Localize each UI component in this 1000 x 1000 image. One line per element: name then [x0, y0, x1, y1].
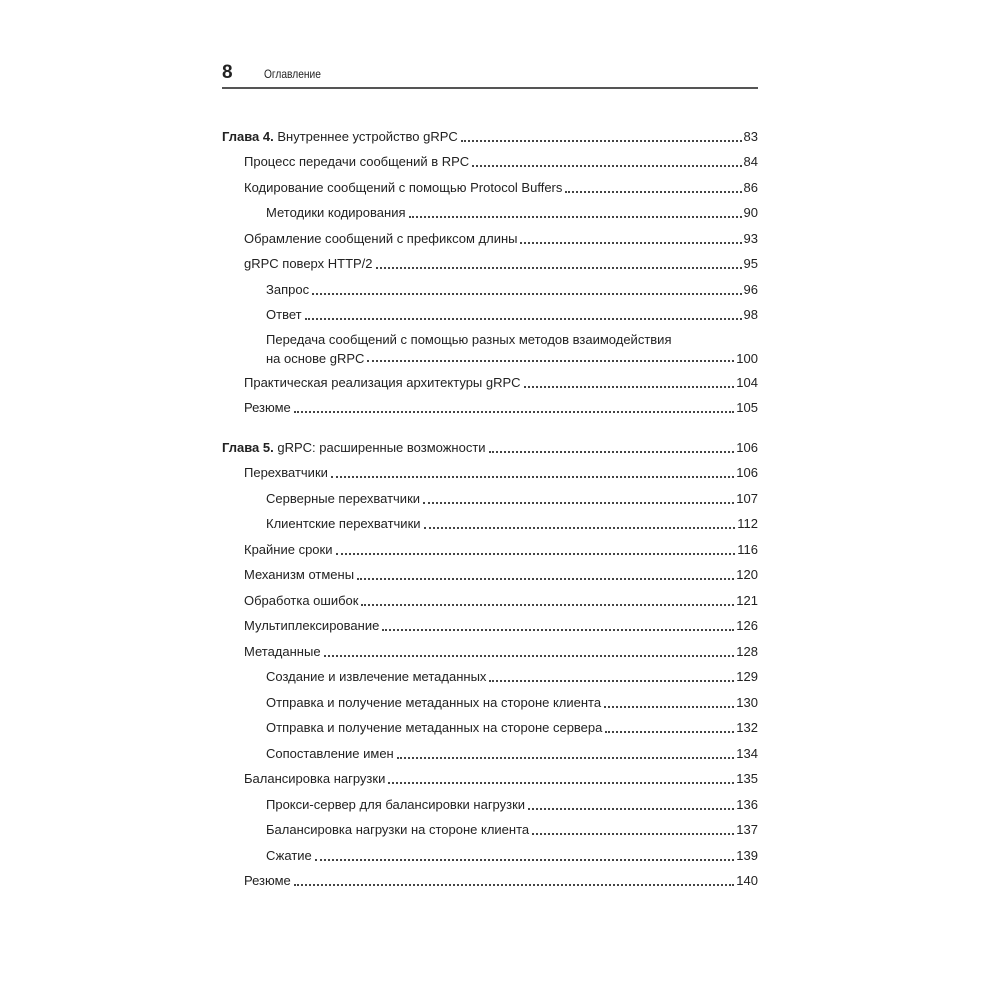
toc-entry[interactable] — [222, 867, 758, 893]
dot-leader — [472, 165, 741, 167]
dot-leader — [324, 655, 735, 657]
page-ref: 121 — [736, 592, 758, 608]
toc-entry[interactable] — [222, 739, 758, 765]
page-ref: 116 — [737, 541, 758, 557]
page-ref: 106 — [736, 465, 758, 480]
toc-entry[interactable] — [222, 250, 758, 276]
entry-title: Отправка и получение метаданных на стороне сервера — [266, 720, 603, 735]
dot-leader — [382, 629, 734, 631]
page-number: 8 — [222, 62, 233, 83]
page-ref: 84 — [743, 154, 758, 169]
toc-entry[interactable] — [222, 790, 758, 816]
dot-leader — [336, 553, 736, 555]
page-ref: 129 — [736, 669, 758, 684]
dot-leader — [604, 706, 734, 708]
dot-leader — [305, 318, 742, 320]
entry-title: Сопоставление имен — [266, 745, 394, 761]
table-of-contents — [222, 122, 758, 892]
page-ref: 104 — [736, 374, 758, 390]
dot-leader — [489, 451, 735, 453]
entry-title: Серверные перехватчики — [266, 490, 421, 506]
dot-leader — [423, 502, 734, 504]
chapter-name: gRPC: расширенные возможности — [277, 439, 486, 455]
toc-entry[interactable] — [222, 484, 758, 510]
dot-leader — [489, 680, 734, 682]
dot-leader — [361, 604, 734, 606]
dot-leader — [532, 833, 734, 835]
entry-title: Перехватчики — [244, 465, 328, 480]
chapter-name: Внутреннее устройство gRPC — [277, 128, 458, 144]
dot-leader — [605, 731, 734, 733]
toc-entry[interactable] — [222, 275, 758, 301]
entry-title: Отправка и получение метаданных на стороне клиента — [266, 694, 602, 710]
page-ref: 90 — [743, 205, 758, 220]
toc-entry[interactable] — [222, 459, 758, 485]
toc-entry[interactable] — [222, 301, 758, 327]
dot-leader — [294, 411, 735, 413]
entry-title: Мультиплексирование — [244, 618, 380, 633]
toc-entry[interactable] — [222, 586, 758, 612]
page-ref: 105 — [736, 400, 758, 415]
toc-entry[interactable] — [222, 368, 758, 394]
entry-title: Обработка ошибок — [244, 592, 359, 608]
entry-title: Передача сообщений с помощью разных методов взаимодействия — [266, 332, 672, 347]
entry-title-continuation — [266, 349, 758, 368]
toc-entry[interactable] — [222, 148, 758, 174]
page-ref: 100 — [736, 351, 758, 366]
toc-entry[interactable] — [222, 224, 758, 250]
dot-leader — [294, 884, 735, 886]
entry-title: Резюме — [244, 400, 291, 415]
entry-title: Процесс передачи сообщений в RPC — [244, 154, 470, 169]
dot-leader — [331, 476, 734, 478]
chapter-label: Глава 4. — [222, 128, 274, 144]
toc-entry[interactable] — [222, 816, 758, 842]
page-ref: 136 — [736, 796, 758, 812]
dot-leader — [520, 242, 741, 244]
entry-title: Прокси-сервер для балансировки нагрузки — [266, 796, 526, 812]
dot-leader — [409, 216, 742, 218]
chapter-title — [222, 437, 486, 459]
page-ref: 107 — [736, 490, 758, 506]
dot-leader — [312, 293, 741, 295]
dot-leader — [397, 757, 735, 759]
entry-title: Кодирование сообщений с помощью Protocol Buffers — [244, 179, 563, 195]
page-ref: 126 — [736, 618, 758, 633]
entry-title: Балансировка нагрузки на стороне клиента — [266, 822, 530, 837]
dot-leader — [565, 191, 741, 193]
entry-title-cont: на основе gRPC — [266, 351, 365, 366]
dot-leader — [424, 527, 736, 529]
toc-entry[interactable] — [222, 510, 758, 536]
toc-entry[interactable] — [222, 561, 758, 587]
page-ref: 128 — [736, 643, 758, 659]
page-ref: 98 — [743, 307, 758, 322]
toc-chapter-entry[interactable] — [222, 433, 758, 459]
page-ref: 93 — [743, 230, 758, 246]
dot-leader — [376, 267, 742, 269]
entry-title: Практическая реализация архитектуры gRPC — [244, 374, 521, 390]
entry-title: Метаданные — [244, 643, 321, 659]
dot-leader — [524, 386, 735, 388]
chapter-title — [222, 126, 458, 148]
dot-leader — [367, 360, 734, 362]
dot-leader — [461, 140, 742, 142]
page-ref: 112 — [737, 516, 758, 531]
page-ref: 137 — [736, 822, 758, 837]
toc-entry[interactable] — [222, 173, 758, 199]
entry-title: Крайние сроки — [244, 541, 333, 557]
page-ref: 86 — [743, 179, 758, 195]
page-header — [222, 62, 758, 89]
toc-chapter-entry[interactable] — [222, 122, 758, 148]
entry-title: Балансировка нагрузки — [244, 771, 386, 786]
dot-leader — [528, 808, 734, 810]
chapter-label: Глава 5. — [222, 439, 274, 455]
toc-entry[interactable] — [222, 612, 758, 638]
entry-title: Создание и извлечение метаданных — [266, 669, 487, 684]
entry-title: Резюме — [244, 873, 291, 888]
toc-entry[interactable] — [222, 326, 758, 368]
entry-title: Сжатие — [266, 847, 312, 863]
toc-entry[interactable] — [222, 394, 758, 420]
entry-title: Механизм отмены — [244, 567, 355, 582]
entry-title: Методики кодирования — [266, 205, 406, 220]
page-ref: 106 — [736, 439, 758, 455]
page-ref: 96 — [743, 281, 758, 297]
dot-leader — [357, 578, 734, 580]
toc-entry[interactable] — [222, 663, 758, 689]
running-title: Оглавление — [264, 67, 321, 81]
toc-entry[interactable] — [222, 199, 758, 225]
toc-entry[interactable] — [222, 637, 758, 663]
page-ref: 120 — [736, 567, 758, 582]
page-ref: 83 — [743, 128, 758, 144]
entry-title: Клиентские перехватчики — [266, 516, 421, 531]
entry-title: Запрос — [266, 281, 310, 297]
toc-entry[interactable] — [222, 688, 758, 714]
page-ref: 139 — [736, 847, 758, 863]
page-ref: 130 — [736, 694, 758, 710]
page-ref: 134 — [736, 745, 758, 761]
page-ref: 135 — [736, 771, 758, 786]
dot-leader — [315, 859, 735, 861]
entry-title: gRPC поверх HTTP/2 — [244, 256, 373, 271]
page-ref: 95 — [743, 256, 758, 271]
entry-title: Ответ — [266, 307, 302, 322]
dot-leader — [388, 782, 734, 784]
page-ref: 132 — [736, 720, 758, 735]
toc-entry[interactable] — [222, 841, 758, 867]
toc-entry[interactable] — [222, 765, 758, 791]
page-ref: 140 — [736, 873, 758, 888]
toc-entry[interactable] — [222, 714, 758, 740]
toc-entry[interactable] — [222, 535, 758, 561]
entry-title: Обрамление сообщений с префиксом длины — [244, 230, 518, 246]
